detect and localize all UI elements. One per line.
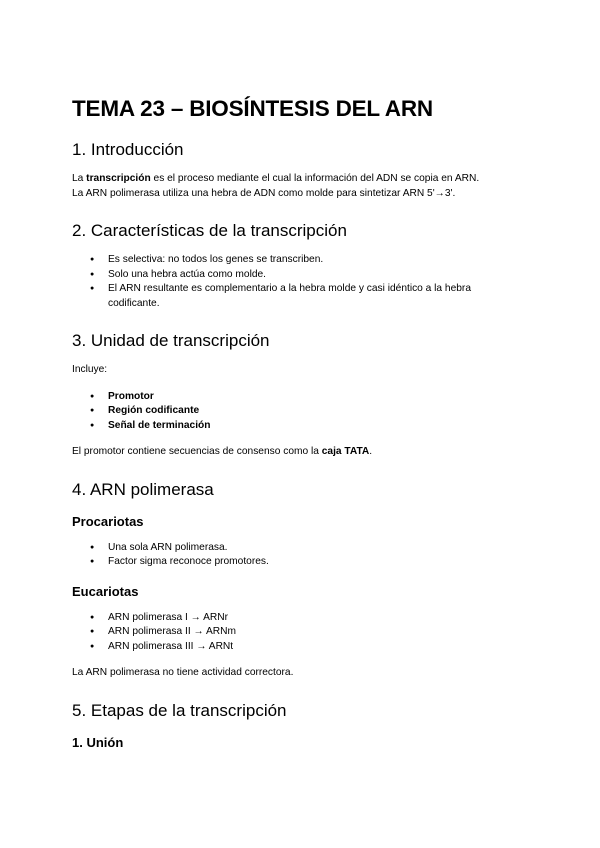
section-heading: 5. Etapas de la transcripción <box>72 700 287 720</box>
list-item: ● Es selectiva: no todos los genes se transcriben. <box>108 253 528 268</box>
intro-paragraph <box>72 172 528 187</box>
bold-term: caja TATA <box>321 446 370 457</box>
paragraph: La ARN polimerasa no tiene actividad correctora. <box>72 667 294 678</box>
section-heading: 3. Unidad de transcripción <box>72 331 270 350</box>
list-item: ● El ARN resultante es complementario a la hebra molde y casi idéntico a la hebra codificante. <box>108 282 528 311</box>
subheading: 1. Unión <box>72 734 124 750</box>
bullet-list <box>72 541 528 570</box>
bullet-list <box>72 390 528 434</box>
list-item: ● Factor sigma reconoce promotores. <box>108 555 528 570</box>
list-item: ● Una sola ARN polimerasa. <box>108 541 528 556</box>
bold-term: transcripción <box>86 173 151 184</box>
section-arn-polimerasa <box>72 480 528 681</box>
list-item: ● Solo una hebra actúa como molde. <box>108 268 528 283</box>
text-run: La <box>72 173 87 184</box>
paragraph <box>72 445 528 460</box>
subheading: Procariotas <box>72 513 144 529</box>
bullet-list <box>72 253 528 311</box>
list-item: ● Señal de terminación <box>108 419 528 434</box>
text-run: es el proceso mediante el cual la información del ADN se copia en ARN. <box>150 173 480 184</box>
list-item: ● ARN polimerasa II → ARNm <box>108 625 528 640</box>
list-item: ● Región codificante <box>108 404 528 419</box>
subheading: Eucariotas <box>72 583 139 599</box>
paragraph: Incluye: <box>72 364 108 375</box>
section-introduccion <box>72 140 528 201</box>
text-run: El promotor contiene secuencias de consenso como la <box>72 446 322 457</box>
list-item: ● Promotor <box>108 390 528 405</box>
section-heading: 2. Características de la transcripción <box>72 221 347 240</box>
section-caracteristicas <box>72 221 528 311</box>
text-run: . <box>369 446 373 457</box>
section-heading: 1. Introducción <box>72 140 184 159</box>
document-title: TEMA 23 – BIOSÍNTESIS DEL ARN <box>72 96 433 121</box>
section-etapas <box>72 701 528 750</box>
list-item: ● ARN polimerasa III → ARNt <box>108 640 528 655</box>
intro-paragraph-2: La ARN polimerasa utiliza una hebra de ADN como molde para sintetizar ARN 5'→3'. <box>72 187 456 199</box>
section-unidad <box>72 331 528 460</box>
bullet-list <box>72 611 528 655</box>
list-item: ● ARN polimerasa I → ARNr <box>108 611 528 626</box>
section-heading: 4. ARN polimerasa <box>72 479 214 499</box>
